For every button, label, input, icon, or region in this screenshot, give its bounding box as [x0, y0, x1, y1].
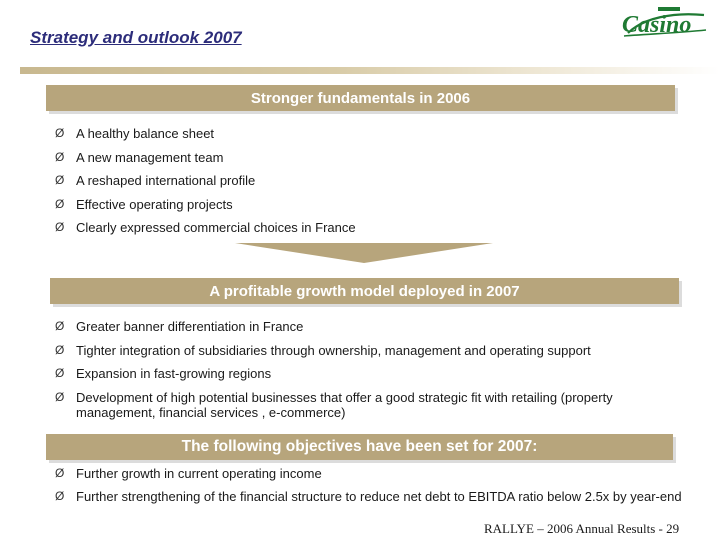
- list-item: Ø Tighter integration of subsidiaries through ownership, management and operating support: [55, 342, 591, 358]
- arrow-bullet-icon: Ø: [55, 149, 65, 164]
- arrow-bullet-icon: Ø: [55, 389, 65, 404]
- list-item: Ø Effective operating projects: [55, 196, 233, 212]
- arrow-bullet-icon: Ø: [55, 342, 65, 357]
- arrow-bullet-icon: Ø: [55, 196, 65, 211]
- list-item: Ø Further growth in current operating income: [55, 466, 322, 481]
- arrow-bullet-icon: Ø: [55, 466, 65, 480]
- list-item: Ø A reshaped international profile: [55, 173, 256, 188]
- arrow-bullet-icon: Ø: [55, 126, 65, 140]
- growth-model-list: [55, 319, 695, 428]
- section-heading-growth-model: A profitable growth model deployed in 2007: [50, 278, 679, 304]
- page-title: Strategy and outlook 2007: [30, 28, 242, 47]
- arrow-bullet-icon: Ø: [55, 220, 65, 234]
- header-divider: [20, 67, 720, 74]
- arrow-bullet-icon: Ø: [55, 366, 65, 380]
- list-item: Ø A new management team: [55, 149, 224, 165]
- section-heading-objectives: The following objectives have been set for 2007:: [46, 434, 673, 460]
- arrow-bullet-icon: Ø: [55, 319, 65, 333]
- list-item: Ø Further strengthening of the financial structure to reduce net debt to EBITDA ratio below 2.5x by year-end: [55, 489, 682, 504]
- section-heading-fundamentals: Stronger fundamentals in 2006: [46, 85, 675, 111]
- svg-text:Casino: Casino: [622, 12, 692, 38]
- list-item: Ø Greater banner differentiation in France: [55, 319, 304, 334]
- fundamentals-list: [55, 126, 615, 244]
- slide-footer: RALLYE – 2006 Annual Results - 29: [484, 521, 680, 536]
- list-item: Ø Development of high potential businesses that offer a good strategic fit with retailing (property management, financial services , e-commerce): [55, 389, 613, 420]
- list-item: Ø A healthy balance sheet: [55, 126, 215, 141]
- arrow-bullet-icon: Ø: [55, 489, 65, 503]
- down-arrow-icon: [235, 243, 493, 263]
- objectives-list: [55, 466, 705, 512]
- list-item: Ø Clearly expressed commercial choices in France: [55, 220, 356, 235]
- arrow-bullet-icon: Ø: [55, 173, 65, 187]
- list-item: Ø Expansion in fast-growing regions: [55, 366, 272, 381]
- casino-logo-icon: [618, 6, 710, 40]
